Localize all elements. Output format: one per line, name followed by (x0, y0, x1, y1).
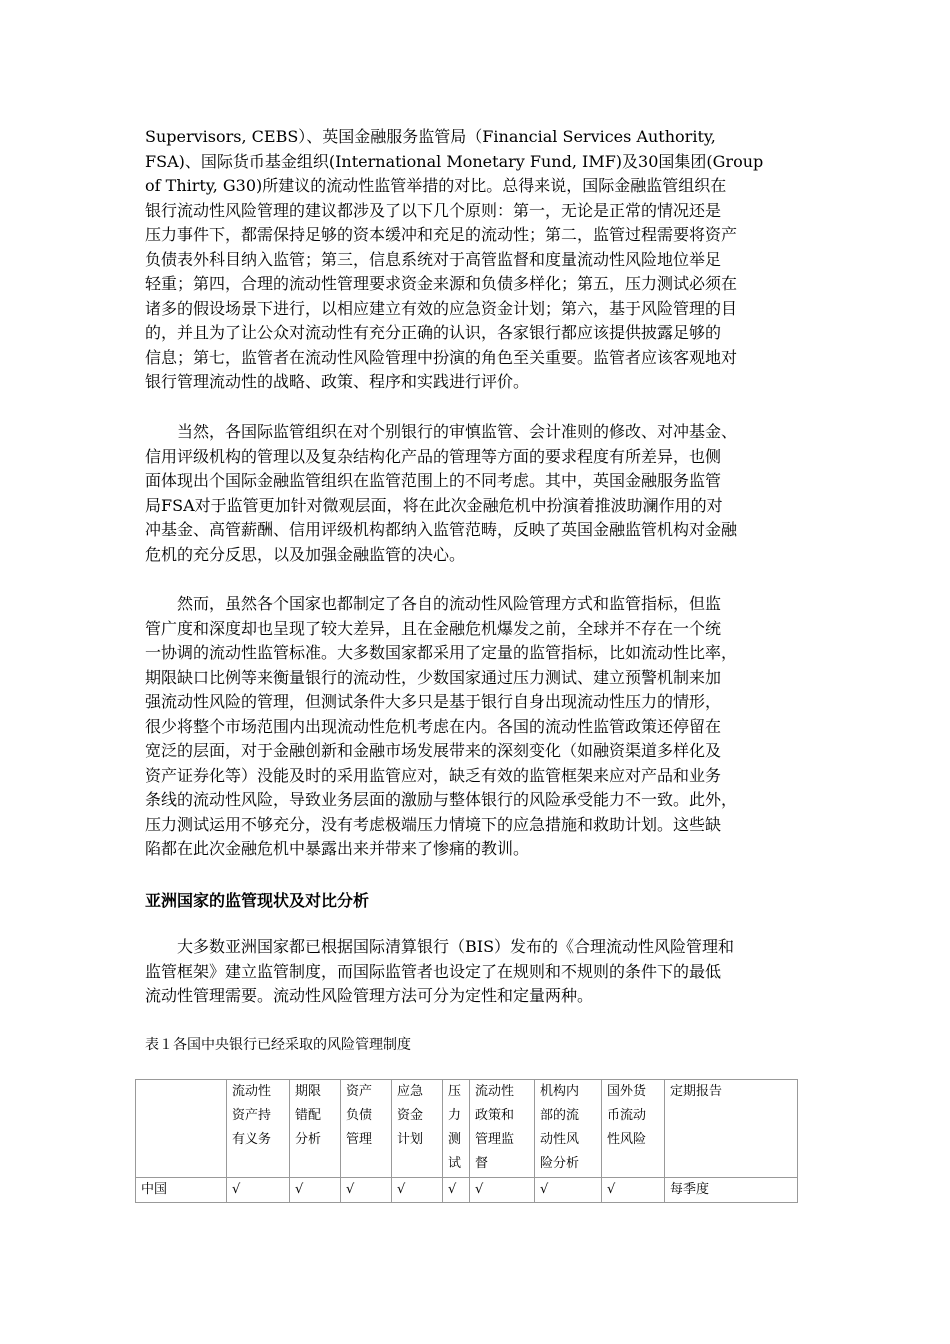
table-cell-check: √ (392, 1178, 443, 1203)
header-cell-empty (136, 1080, 227, 1178)
text-line: FSA)、国际货币基金组织(International Monetary Fund, IMF)及30国集团(Group (145, 151, 764, 171)
header-cell: 资产 负债 管理 (341, 1080, 392, 1178)
text-line: 诸多的假设场景下进行，以相应建立有效的应急资金计划；第六，基于风险管理的目 (145, 298, 738, 318)
table-cell-check: √ (602, 1178, 665, 1203)
header-cell: 流动性 政策和 管理监 督 (470, 1080, 535, 1178)
table-caption: 表１各国中央银行已经采取的风险管理制度 (145, 1037, 411, 1053)
text-line: 信息；第七，监管者在流动性风险管理中扮演的角色至关重要。监管者应该客观地对 (145, 347, 738, 367)
text-line: 流动性管理需要。流动性风险管理方法可分为定性和定量两种。 (145, 986, 594, 1005)
table-cell-check: √ (341, 1178, 392, 1203)
table-cell-check: √ (470, 1178, 535, 1203)
text-line: 压力测试运用不够充分，没有考虑极端压力情境下的应急措施和救助计划。这些缺 (145, 814, 722, 834)
text-line: 管广度和深度却也呈现了较大差异，且在金融危机爆发之前，全球并不存在一个统 (145, 618, 722, 638)
paragraph-4 (145, 935, 807, 1009)
section-heading: 亚洲国家的监管现状及对比分析 (145, 891, 370, 910)
risk-management-table (135, 1079, 798, 1203)
text-line: 强流动性风险的管理，但测试条件大多只是基于银行自身出现流动性压力的情形， (145, 692, 722, 711)
table-cell-check: √ (290, 1178, 341, 1203)
header-cell: 机构内 部的流 动性风 险分析 (535, 1080, 602, 1178)
table-cell-frequency: 每季度 (665, 1178, 798, 1203)
header-cell: 流动性 资产持 有义务 (227, 1080, 290, 1178)
header-cell: 期限 错配 分析 (290, 1080, 341, 1178)
text-line: 冲基金、高管薪酬、信用评级机构都纳入监管范畴，反映了英国金融监管机构对金融 (145, 520, 738, 539)
text-line: 当然，各国际监管组织在对个别银行的审慎监管、会计准则的修改、对冲基金、 (145, 422, 738, 441)
table-cell-check: √ (535, 1178, 602, 1203)
text-line: 大多数亚洲国家都已根据国际清算银行（BIS）发布的《合理流动性风险管理和 (145, 937, 735, 956)
table-header-row (136, 1080, 798, 1178)
text-line: 宽泛的层面，对于金融创新和金融市场发展带来的深刻变化（如融资渠道多样化及 (145, 741, 722, 760)
paragraph-3 (145, 592, 807, 862)
text-line: 很少将整个市场范围内出现流动性危机考虑在内。各国的流动性监管政策还停留在 (145, 716, 722, 736)
table-cell-check: √ (227, 1178, 290, 1203)
text-line: 期限缺口比例等来衡量银行的流动性，少数国家通过压力测试、建立预警机制来加 (145, 667, 722, 687)
text-line: 负债表外科目纳入监管；第三，信息系统对于高管监督和度量流动性风险地位举足 (145, 249, 722, 269)
text-line: 监管框架》建立监管制度，而国际监管者也设定了在规则和不规则的条件下的最低 (145, 961, 722, 981)
header-cell: 定期报告 (665, 1080, 798, 1178)
table-cell-country: 中国 (136, 1178, 227, 1203)
text-line: 的，并且为了让公众对流动性有充分正确的认识，各家银行都应该提供披露足够的 (145, 323, 722, 342)
text-line: 资产证券化等）没能及时的采用监管应对，缺乏有效的监管框架来应对产品和业务 (145, 765, 722, 785)
text-line: 然而，虽然各个国家也都制定了各自的流动性风险管理方式和监管指标，但监 (145, 594, 722, 613)
header-cell: 应急 资金 计划 (392, 1080, 443, 1178)
text-line: 轻重；第四，合理的流动性管理要求资金来源和负债多样化；第五，压力测试必须在 (145, 274, 738, 293)
table-row (136, 1178, 798, 1203)
paragraph-1 (145, 125, 807, 395)
text-line: 一协调的流动性监管标准。大多数国家都采用了定量的监管指标，比如流动性比率， (145, 643, 738, 662)
text-line: 信用评级机构的管理以及复杂结构化产品的管理等方面的要求程度有所差异，也侧 (145, 446, 722, 466)
table-cell-check: √ (443, 1178, 470, 1203)
text-line: 条线的流动性风险，导致业务层面的激励与整体银行的风险承受能力不一致。此外， (145, 790, 738, 809)
text-line: 面体现出个国际金融监管组织在监管范围上的不同考虑。其中，英国金融服务监管 (145, 471, 722, 490)
text-line: of Thirty, G30)所建议的流动性监管举措的对比。总得来说，国际金融监管组织在 (145, 176, 727, 195)
text-line: 银行流动性风险管理的建议都涉及了以下几个原则：第一，无论是正常的情况还是 (145, 200, 722, 220)
header-cell: 国外货 币流动 性风险 (602, 1080, 665, 1178)
text-line: Supervisors, CEBS）、英国金融服务监管局（Financial Services Authority, (145, 127, 716, 146)
text-line: 局FSA对于监管更加针对微观层面，将在此次金融危机中扮演着推波助澜作用的对 (145, 495, 723, 515)
text-line: 陷都在此次金融危机中暴露出来并带来了惨痛的教训。 (145, 839, 530, 858)
header-cell: 压 力 测 试 (443, 1080, 470, 1178)
text-line: 危机的充分反思，以及加强金融监管的决心。 (145, 544, 466, 564)
paragraph-2 (145, 420, 807, 567)
text-line: 银行管理流动性的战略、政策、程序和实践进行评价。 (145, 372, 530, 391)
text-line: 压力事件下，都需保持足够的资本缓冲和充足的流动性；第二，监管过程需要将资产 (145, 225, 738, 244)
